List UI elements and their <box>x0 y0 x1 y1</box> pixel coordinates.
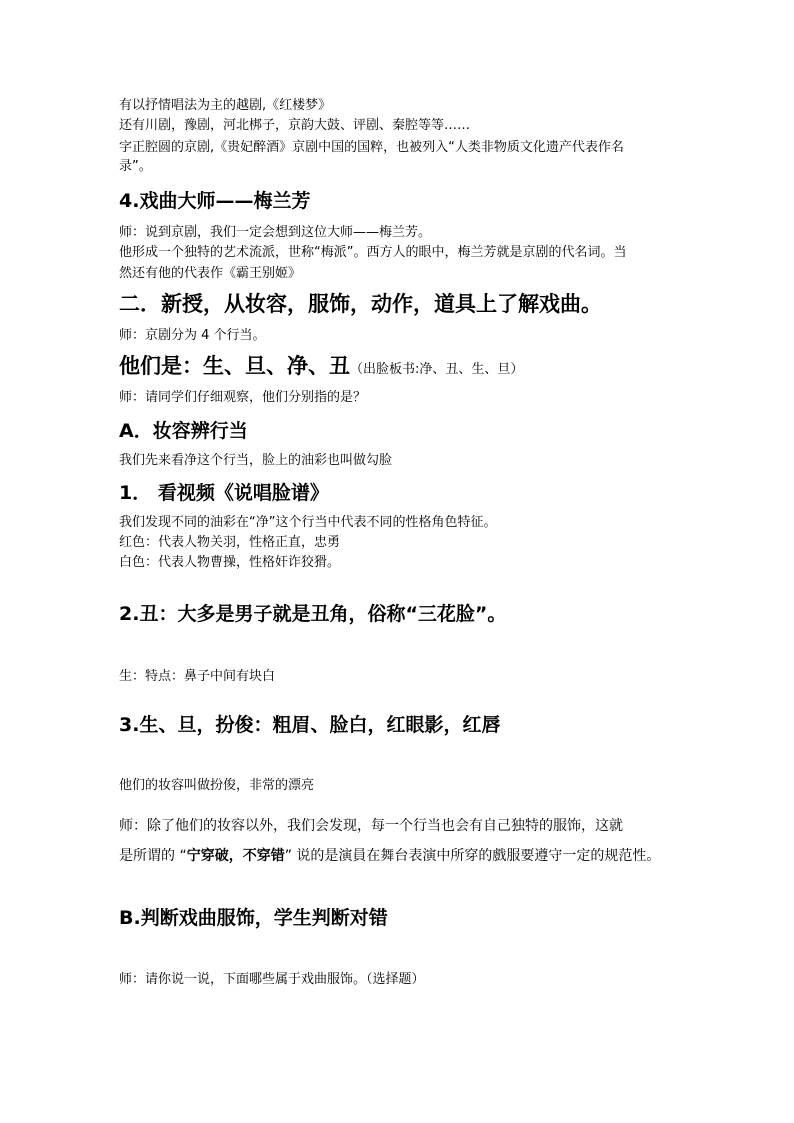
text-line: 我们先来看净这个行当，脸上的油彩也叫做勾脸 <box>119 453 393 468</box>
text-line: 他形成一个独特的艺术流派，世称“梅派”。西方人的眼中，梅兰芳就是京剧的代名词。当 <box>119 245 627 260</box>
text-line: 然还有他的代表作《霸王别姬》 <box>119 266 302 281</box>
text-line: 师：请你说一说，下面哪些属于戏曲服饰。（选择题） <box>119 972 425 987</box>
heading-master: 4.戏曲大师——梅兰芳 <box>119 190 311 212</box>
heading-roles <box>119 352 523 384</box>
text-line: 还有川剧，豫剧，河北梆子，京韵大鼓、评剧、秦腔等等…… <box>119 118 471 133</box>
heading-video: 1． 看视频《说唱脸谱》 <box>119 482 329 504</box>
text-line: 红色：代表人物关羽，性格正直，忠勇 <box>119 535 341 550</box>
text-line: 师：请同学们仔细观察，他们分别指的是？ <box>119 390 367 405</box>
roles-note: （出脸板书:净、丑、生、旦） <box>350 362 524 377</box>
text-line: 师：京剧分为 4 个行当。 <box>119 328 266 343</box>
heading-sheng: 3.生、旦，扮俊：粗眉、脸白，红眼影，红唇 <box>119 714 501 736</box>
text-line: 师：除了他们的妆容以外，我们会发现，每一个行当也会有自己独特的服饰，这就 <box>119 818 623 834</box>
text-line: 我们发现不同的油彩在“净”这个行当中代表不同的性格角色特征。 <box>119 515 497 530</box>
text-line: 他们的妆容叫做扮俊，非常的漂亮 <box>119 778 315 793</box>
quote-rest: ” 说的是演員在舞台表演中所穿的戲服要遵守一定的规范性。 <box>284 848 661 864</box>
quote-text: 宁穿破，不穿错 <box>186 848 285 864</box>
heading-b: B.判断戏曲服饰，学生判断对错 <box>119 907 388 929</box>
text-line: 师：说到京剧，我们一定会想到这位大师——梅兰芳。 <box>119 225 432 240</box>
heading-chou: 2.丑：大多是男子就是丑角，俗称“三花脸”。 <box>119 603 507 625</box>
heading-a: A．妆容辨行当 <box>119 420 248 442</box>
text-line: 生：特点：鼻子中间有块白 <box>119 669 276 684</box>
text-line: 录”。 <box>119 159 152 174</box>
text-line: 白色：代表人物曹操，性格奸诈狡猾。 <box>119 555 341 570</box>
heading-section-2: 二．新授，从妆容，服饰，动作，道具上了解戏曲。 <box>119 292 602 316</box>
text-line: 有以抒情唱法为主的越剧,《红楼梦》 <box>119 98 332 113</box>
text-line <box>119 846 660 866</box>
quote-open: 是所谓的 “ <box>119 848 187 864</box>
text-line: 字正腔圆的京剧,《贵妃醉酒》京剧中国的国粹，也被列入“人类非物质文化遗产代表作名 <box>119 140 624 155</box>
roles-title: 他们是：生、旦、净、丑 <box>119 354 350 378</box>
